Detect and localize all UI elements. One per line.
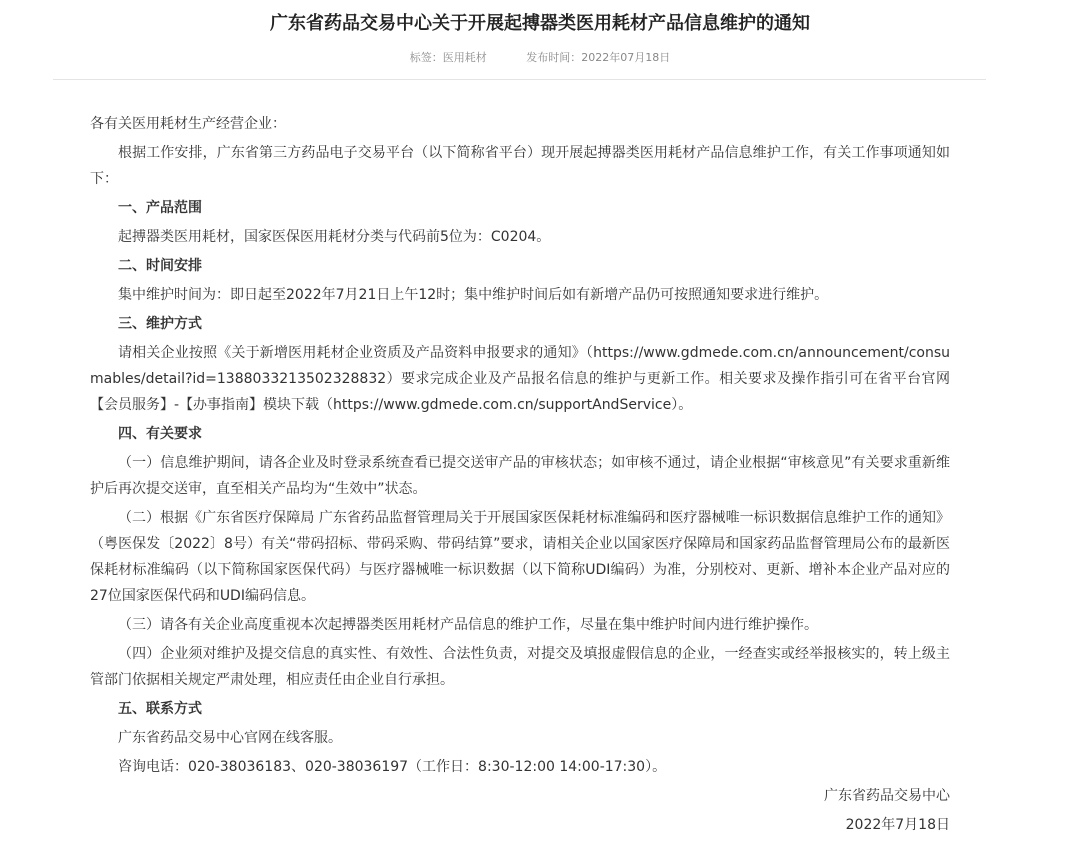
section-2-text: 集中维护时间为：即日起至2022年7月21日上午12时；集中维护时间后如有新增产品仍可按照通知要求进行维护。: [118, 287, 829, 303]
title-divider: [53, 79, 986, 80]
section-3-heading: 三、维护方式: [118, 316, 202, 332]
signature-date: 2022年7月18日: [845, 817, 950, 833]
intro-paragraph: 根据工作安排，广东省第三方药品电子交易平台（以下简称省平台）现开展起搏器类医用耗材产品信息维护工作，有关工作事项通知如下：: [90, 145, 950, 187]
section-5-text-1: 广东省药品交易中心官网在线客服。: [118, 730, 342, 746]
section-4-item-4: （四）企业须对维护及提交信息的真实性、有效性、合法性负责，对提交及填报虚假信息的企业，一经查实或经举报核实的，转上级主管部门依据相关规定严肃处理，相应责任由企业自行承担。: [90, 646, 950, 688]
publish-time: 发布时间：2022年07月18日: [526, 51, 671, 64]
salutation: 各有关医用耗材生产经营企业：: [90, 116, 286, 132]
article-meta: [0, 49, 1080, 67]
section-4-item-2: （二）根据《广东省医疗保障局 广东省药品监督管理局关于开展国家医保耗材标准编码和医疗器械唯一标识数据信息维护工作的通知》（粤医保发〔2022〕8号）有关“带码招标、带码采购、带码结算”要求，请相关企业以国家医疗保障局和国家药品监督管理局公布的最新医保耗材标准编码（以下简称国家医保代码）与医疗器械唯一标识数据（以下简称UDI编码）为准，分别校对、更新、增补本企业产品对应的27位国家医保代码和UDI编码信息。: [90, 510, 950, 604]
article-tag[interactable]: 标签：医用耗材: [409, 51, 487, 64]
section-1-text: 起搏器类医用耗材，国家医保医用耗材分类与代码前5位为：C0204。: [118, 229, 551, 245]
section-4-heading: 四、有关要求: [118, 426, 202, 442]
section-3-text: 请相关企业按照《关于新增医用耗材企业资质及产品资料申报要求的通知》（https://www.gdmede.com.cn/announcement/consumables/detail?id=1388033213502328832）要求完成企业及产品报名信息的维护与更新工作。相关要求及操作指引可在省平台官网【会员服务】-【办事指南】模块下载（https://www.gdmede.com.cn/supportAndService）。: [90, 345, 950, 413]
section-4-item-3: （三）请各有关企业高度重视本次起搏器类医用耗材产品信息的维护工作，尽量在集中维护时间内进行维护操作。: [118, 617, 818, 633]
section-2-heading: 二、时间安排: [118, 258, 202, 274]
signature: 广东省药品交易中心: [824, 788, 950, 804]
section-1-heading: 一、产品范围: [118, 200, 202, 216]
article-body: [90, 111, 950, 841]
article-title: 广东省药品交易中心关于开展起搏器类医用耗材产品信息维护的通知: [270, 13, 810, 34]
section-5-text-2: 咨询电话：020-38036183、020-38036197（工作日：8:30-12:00 14:00-17:30）。: [118, 759, 667, 775]
section-4-item-1: （一）信息维护期间，请各企业及时登录系统查看已提交送审产品的审核状态；如审核不通过，请企业根据“审核意见”有关要求重新维护后再次提交送审，直至相关产品均为“生效中”状态。: [90, 455, 950, 497]
section-5-heading: 五、联系方式: [118, 701, 202, 717]
